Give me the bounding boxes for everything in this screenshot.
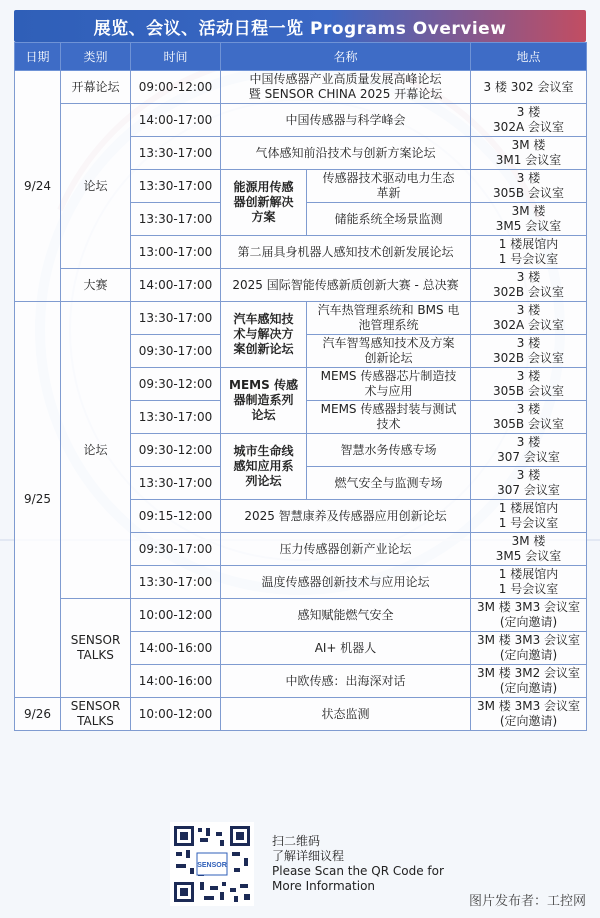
- location-cell: 3 楼 307 会议室: [471, 434, 587, 467]
- category-cell: 论坛: [61, 104, 131, 269]
- event-name: 感知赋能燃气安全: [221, 599, 471, 632]
- category-cell: SENSOR TALKS: [61, 599, 131, 698]
- event-name: 第二届具身机器人感知技术创新发展论坛: [221, 236, 471, 269]
- category-cell: SENSOR TALKS: [61, 698, 131, 731]
- event-name: 燃气安全与监测专场: [307, 467, 471, 500]
- location-cell: 3 楼 302 会议室: [471, 71, 587, 104]
- qr-code[interactable]: [170, 822, 254, 906]
- header-time: 时间: [131, 43, 221, 71]
- time-cell: 14:00-16:00: [131, 632, 221, 665]
- image-credit: 图片发布者：工控网: [468, 894, 586, 909]
- location-cell: 3M 楼 3M5 会议室: [471, 203, 587, 236]
- time-cell: 10:00-12:00: [131, 698, 221, 731]
- event-name: 传感器技术驱动电力生态 革新: [307, 170, 471, 203]
- header-name: 名称: [221, 43, 471, 71]
- time-cell: 13:30-17:00: [131, 302, 221, 335]
- event-name: 压力传感器创新产业论坛: [221, 533, 471, 566]
- page-title: 展览、会议、活动日程一览 Programs Overview: [14, 10, 586, 42]
- time-cell: 13:30-17:00: [131, 566, 221, 599]
- header-category: 类别: [61, 43, 131, 71]
- event-name: 汽车热管理系统和 BMS 电 池管理系统: [307, 302, 471, 335]
- event-name: 温度传感器创新技术与应用论坛: [221, 566, 471, 599]
- location-cell: 3M 楼 3M3 会议室 (定向邀请): [471, 698, 587, 731]
- time-cell: 09:15-12:00: [131, 500, 221, 533]
- date-cell: 9/26: [15, 698, 61, 731]
- time-cell: 09:00-12:00: [131, 71, 221, 104]
- location-cell: 3M 楼 3M3 会议室 (定向邀请): [471, 599, 587, 632]
- time-cell: 13:30-17:00: [131, 467, 221, 500]
- time-cell: 09:30-12:00: [131, 434, 221, 467]
- event-name: 2025 智慧康养及传感器应用创新论坛: [221, 500, 471, 533]
- event-name: 储能系统全场景监测: [307, 203, 471, 236]
- footer: [0, 800, 600, 918]
- category-cell: 开幕论坛: [61, 71, 131, 104]
- location-cell: 3 楼 305B 会议室: [471, 170, 587, 203]
- location-cell: 1 楼展馆内 1 号会议室: [471, 236, 587, 269]
- date-cell: 9/25: [15, 302, 61, 698]
- event-name: 中国传感器与科学峰会: [221, 104, 471, 137]
- category-cell: 大赛: [61, 269, 131, 302]
- location-cell: 3 楼 305B 会议室: [471, 401, 587, 434]
- event-name: 气体感知前沿技术与创新方案论坛: [221, 137, 471, 170]
- time-cell: 10:00-12:00: [131, 599, 221, 632]
- event-name: 中欧传感：出海深对话: [221, 665, 471, 698]
- time-cell: 13:30-17:00: [131, 203, 221, 236]
- date-cell: 9/24: [15, 71, 61, 302]
- header-date: 日期: [15, 43, 61, 71]
- event-name: 状态监测: [221, 698, 471, 731]
- table-row: [15, 269, 587, 302]
- table-row: [15, 104, 587, 137]
- time-cell: 14:00-16:00: [131, 665, 221, 698]
- event-name: AI+ 机器人: [221, 632, 471, 665]
- location-cell: 3 楼 302A 会议室: [471, 104, 587, 137]
- session-group: 能源用传感 器创新解决 方案: [221, 170, 307, 236]
- time-cell: 09:30-17:00: [131, 533, 221, 566]
- location-cell: 1 楼展馆内 1 号会议室: [471, 566, 587, 599]
- event-name: MEMS 传感器芯片制造技 术与应用: [307, 368, 471, 401]
- event-name: 2025 国际智能传感新质创新大赛 - 总决赛: [221, 269, 471, 302]
- location-cell: 3 楼 307 会议室: [471, 467, 587, 500]
- session-group: MEMS 传感 器制造系列 论坛: [221, 368, 307, 434]
- event-name: 汽车智驾感知技术及方案 创新论坛: [307, 335, 471, 368]
- scan-cn-line1: 扫二维码: [272, 834, 321, 848]
- location-cell: 3 楼 305B 会议室: [471, 368, 587, 401]
- scan-cn-line2: 了解详细议程: [272, 849, 345, 863]
- time-cell: 13:30-17:00: [131, 137, 221, 170]
- table-row: [15, 302, 587, 335]
- schedule-table: [14, 42, 587, 731]
- event-name: MEMS 传感器封装与测试 技术: [307, 401, 471, 434]
- table-row: [15, 698, 587, 731]
- time-cell: 09:30-17:00: [131, 335, 221, 368]
- session-group: 汽车感知技 术与解决方 案创新论坛: [221, 302, 307, 368]
- scan-en-line1: Please Scan the QR Code for: [272, 864, 444, 878]
- scan-en-line2: More Information: [272, 879, 376, 893]
- category-cell: 论坛: [61, 302, 131, 599]
- session-group: 城市生命线 感知应用系 列论坛: [221, 434, 307, 500]
- location-cell: 3 楼 302A 会议室: [471, 302, 587, 335]
- qr-caption: [272, 834, 444, 894]
- event-name: 智慧水务传感专场: [307, 434, 471, 467]
- header-location: 地点: [471, 43, 587, 71]
- time-cell: 13:30-17:00: [131, 170, 221, 203]
- location-cell: 3M 楼 3M1 会议室: [471, 137, 587, 170]
- time-cell: 14:00-17:00: [131, 269, 221, 302]
- time-cell: 09:30-12:00: [131, 368, 221, 401]
- time-cell: 14:00-17:00: [131, 104, 221, 137]
- qr-brand-label: SENSOR: [197, 862, 227, 869]
- location-cell: 3M 楼 3M5 会议室: [471, 533, 587, 566]
- event-name: 中国传感器产业高质量发展高峰论坛 暨 SENSOR CHINA 2025 开幕论坛: [221, 71, 471, 104]
- location-cell: 3 楼 302B 会议室: [471, 335, 587, 368]
- time-cell: 13:30-17:00: [131, 401, 221, 434]
- table-row: [15, 599, 587, 632]
- table-row: [15, 71, 587, 104]
- location-cell: 3M 楼 3M3 会议室 (定向邀请): [471, 632, 587, 665]
- table-header-row: [15, 43, 587, 71]
- location-cell: 3 楼 302B 会议室: [471, 269, 587, 302]
- location-cell: 3M 楼 3M2 会议室 (定向邀请): [471, 665, 587, 698]
- location-cell: 1 楼展馆内 1 号会议室: [471, 500, 587, 533]
- time-cell: 13:00-17:00: [131, 236, 221, 269]
